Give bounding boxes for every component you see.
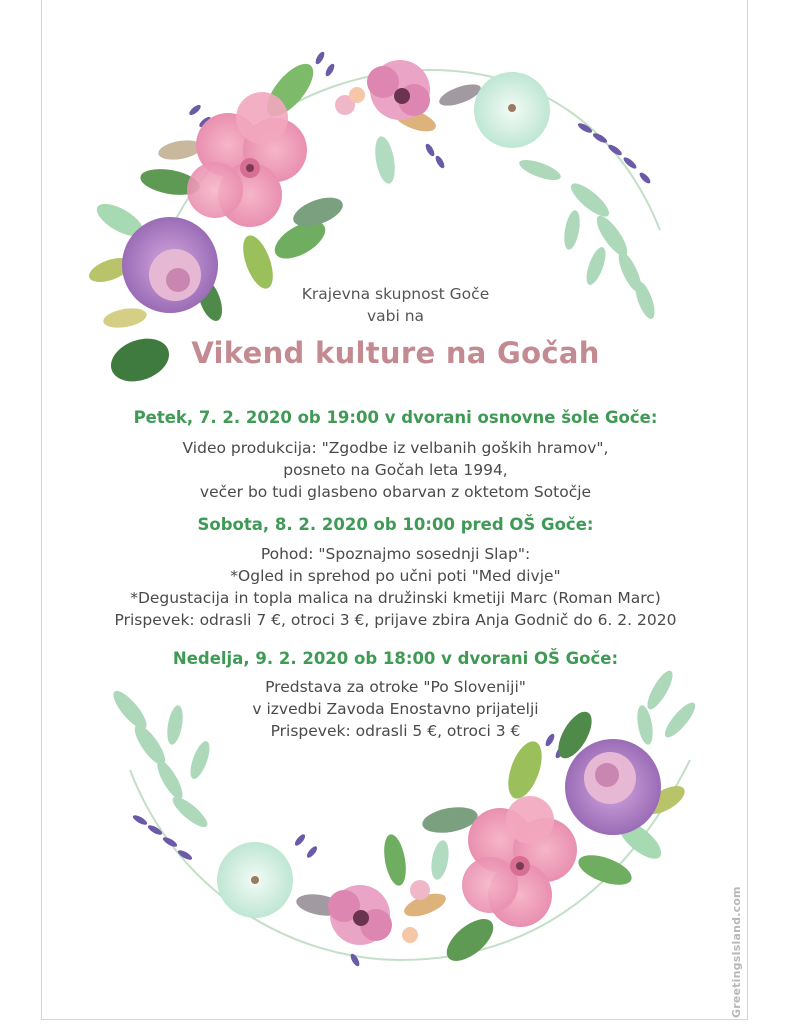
section-heading-saturday: Sobota, 8. 2. 2020 ob 10:00 pred OŠ Goče: — [197, 515, 594, 534]
body-line: Pohod: "Spoznajmo sosednji Slap": — [260, 545, 531, 563]
body-line: posneto na Gočah leta 1994, — [283, 461, 508, 479]
body-line: *Ogled in sprehod po učni poti "Med divje" — [230, 567, 561, 585]
body-line: v izvedbi Zavoda Enostavno prijatelji — [252, 700, 539, 718]
intro-line-2: vabi na — [366, 307, 425, 325]
section-body-saturday — [0, 543, 791, 631]
body-line: Prispevek: odrasli 7 €, otroci 3 €, prijave zbira Anja Godnič do 6. 2. 2020 — [114, 611, 677, 629]
pink-flower-bottom — [462, 796, 577, 927]
body-line: večer bo tudi glasbeno obarvan z oktetom Sotočje — [199, 483, 592, 501]
purple-flower-bottom — [565, 739, 661, 835]
body-line: Predstava za otroke "Po Sloveniji" — [265, 678, 526, 696]
section-heading-friday: Petek, 7. 2. 2020 ob 19:00 v dvorani osnovne šole Goče: — [133, 408, 658, 427]
mint-flower-top — [474, 72, 550, 148]
small-pink-flower-top — [367, 60, 430, 120]
body-line: Video produkcija: "Zgodbe iz velbanih goških hramov", — [182, 439, 609, 457]
pink-flower-top — [187, 92, 307, 227]
mint-flower-bottom — [217, 842, 293, 918]
intro-line-1: Krajevna skupnost Goče — [301, 285, 490, 303]
small-pink-flower-bottom — [328, 885, 392, 945]
event-title: Vikend kulture na Gočah — [191, 336, 600, 370]
body-line: Prispevek: odrasli 5 €, otroci 3 € — [270, 722, 521, 740]
section-body-sunday — [0, 676, 791, 742]
section-heading-sunday: Nedelja, 9. 2. 2020 ob 18:00 v dvorani OŠ Goče: — [172, 649, 619, 668]
body-line: *Degustacija in topla malica na družinski kmetiji Marc (Roman Marc) — [130, 589, 661, 607]
section-body-friday — [0, 437, 791, 503]
intro — [0, 283, 791, 327]
watermark: GreetingsIsland.com — [730, 886, 743, 1018]
